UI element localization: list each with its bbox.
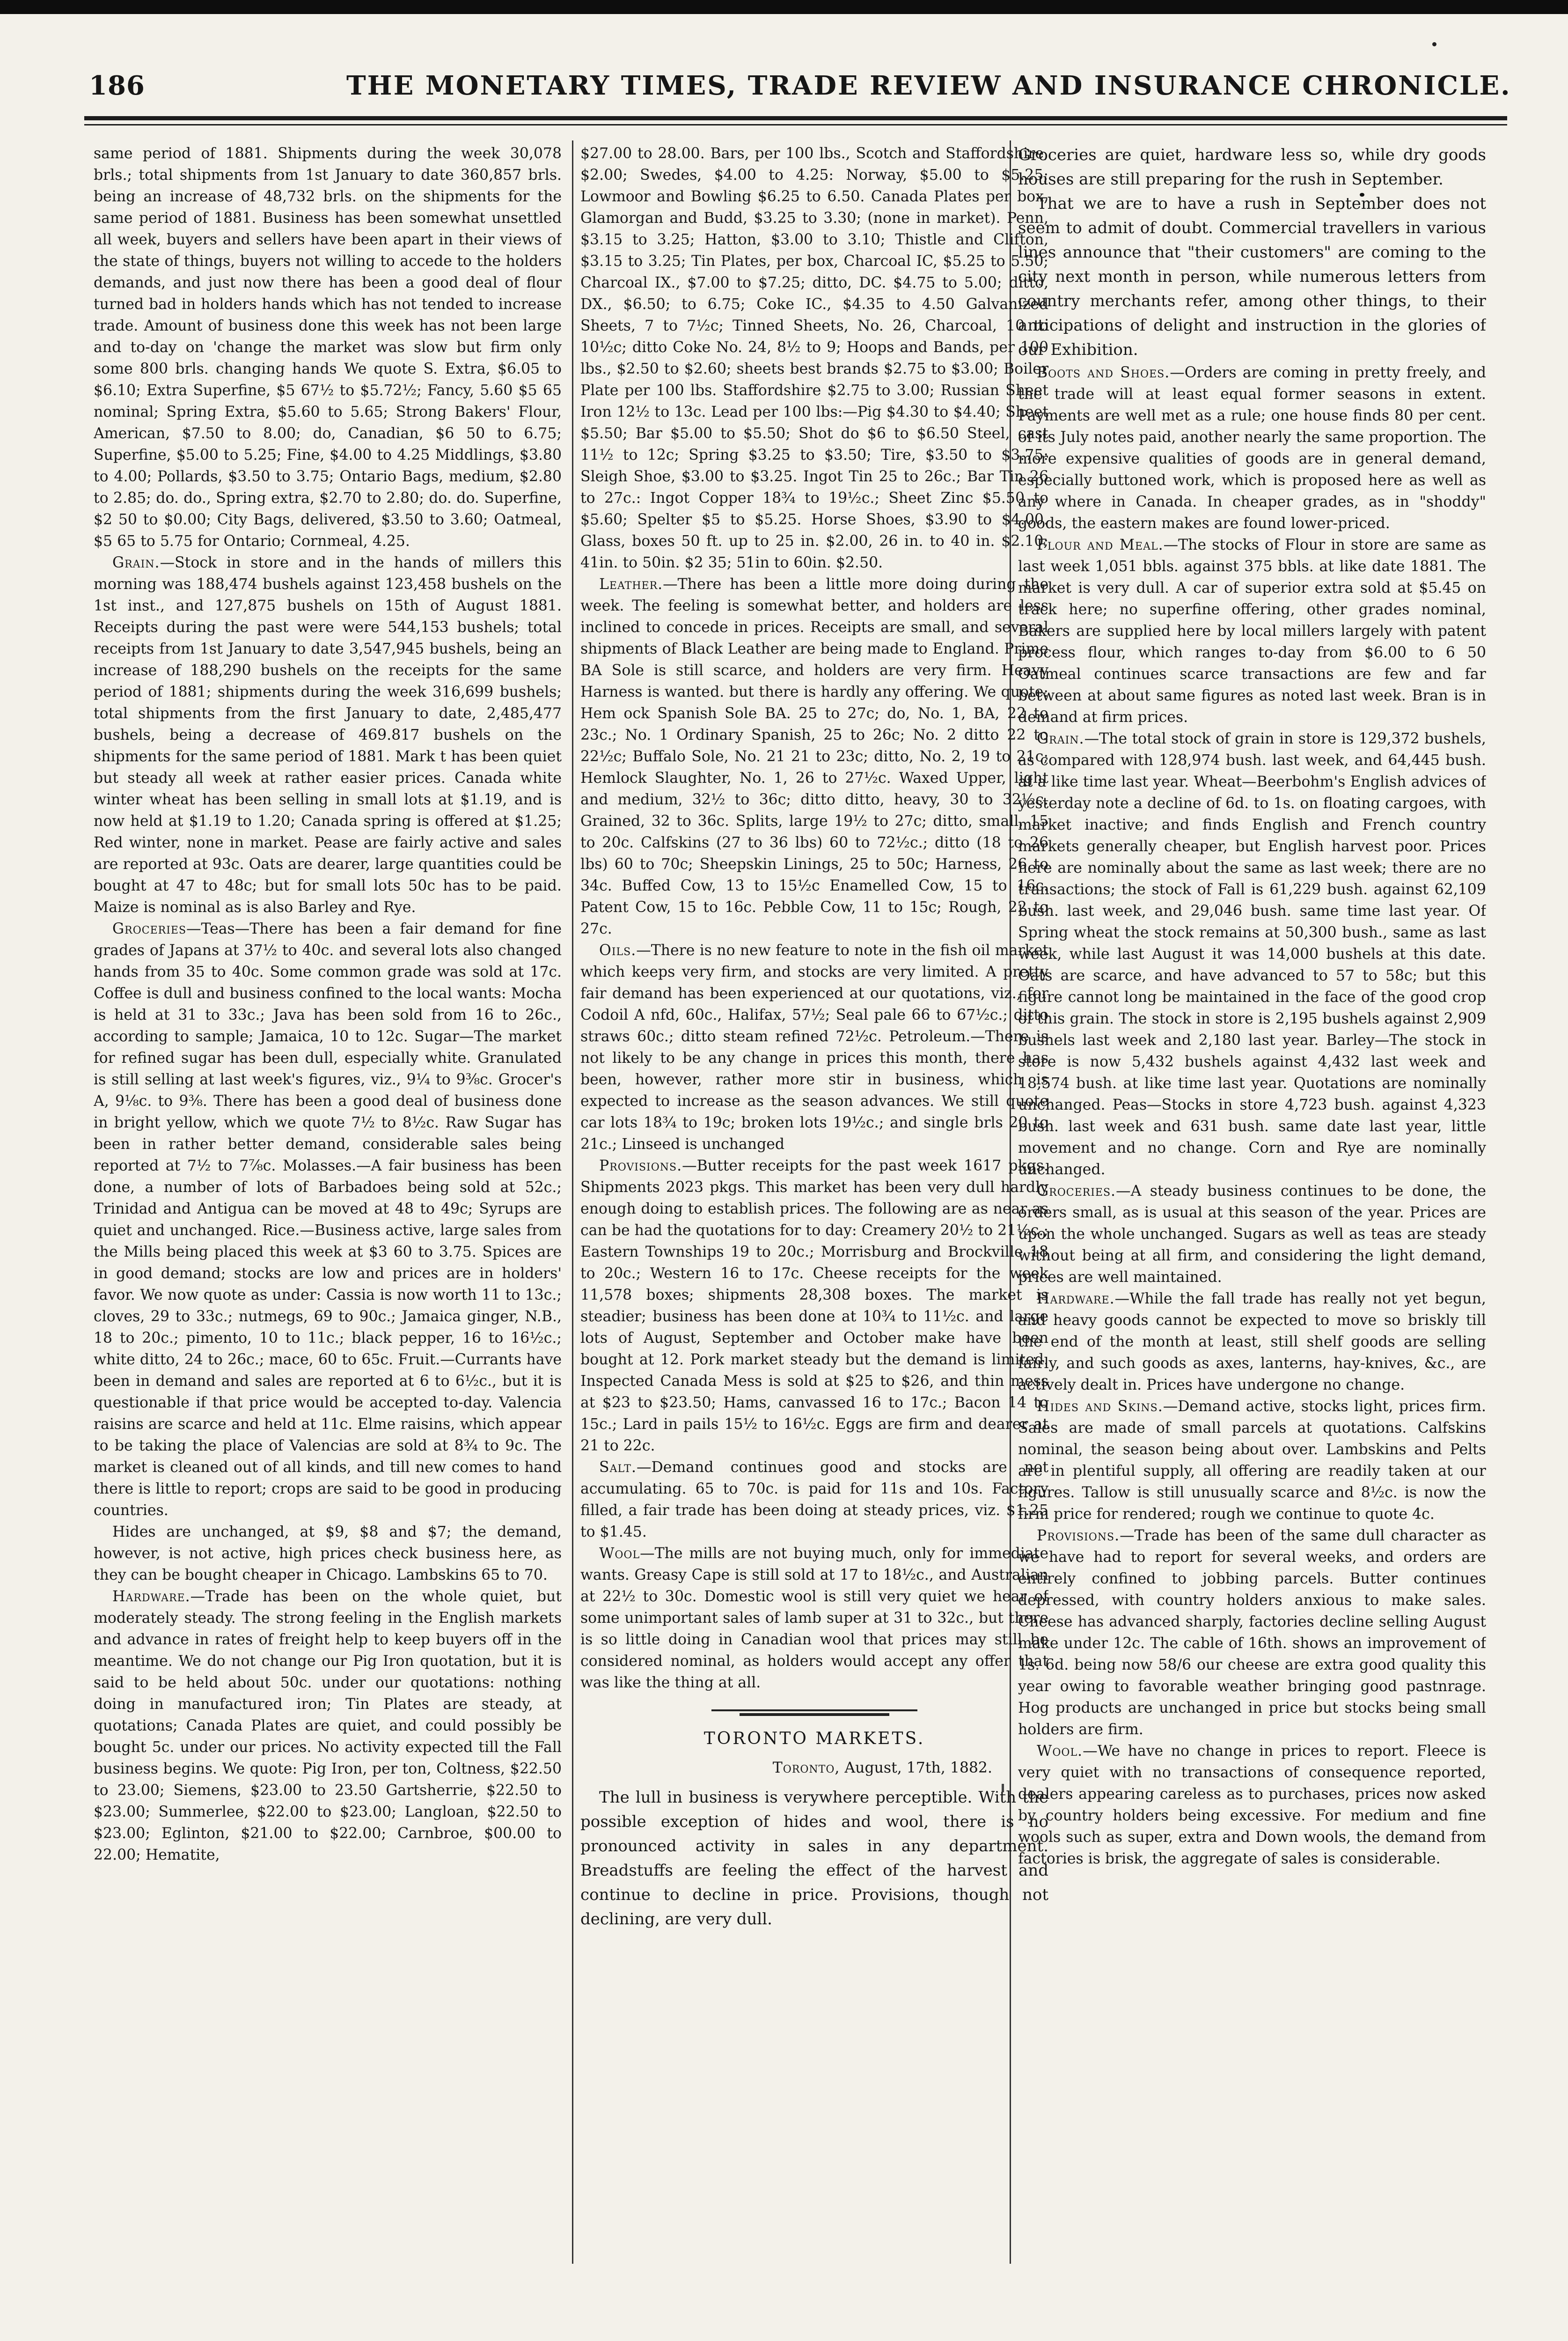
column-2 xyxy=(580,143,1048,2261)
iron-prices-continued: $27.00 to 28.00. Bars, per 100 lbs., Scotch and Staffordshire, $2.00; Swedes, $4.00 to 4.25: Norway, $5.00 to $5.25; Lowmoor and Bowling $6.25 to 6.50. Canada Plates per box, Glamorgan and Budd, $3.25 to 3.30; (none in market). Penn, $3.15 to 3.25; Hatton, $3.00 to 3.10; Thistle and Clifton, $3.15 to 3.25; Tin Plates, per box, Charcoal IC, $5.25 to 5.50; Charcoal IX., $7.00 to $7.25; ditto, DC. $4.75 to 5.00; ditto, DX., $6.50; to 6.75; Coke IC., $4.35 to 4.50 Galvanized Sheets, 7 to 7½c; Tinned Sheets, No. 26, Charcoal, 10 to 10½c; ditto Coke No. 24, 8½ to 9; Hoops and Bands, per 100 lbs., $2.50 to $2.60; sheets best brands $2.75 to $3.00; Boiler Plate per 100 lbs. Staffordshire $2.75 to 3.00; Russian Sheet Iron 12½ to 13c. Lead per 100 lbs:—Pig $4.30 to $4.40; Sheet $5.50; Bar $5.00 to $5.50; Shot do $6 to $6.50 Steel, cast 11½ to 12c; Spring $3.25 to $3.50; Tire, $3.50 to $3.75: Sleigh Shoe, $3.00 to $3.25. Ingot Tin 25 to 26c.; Bar Tin 26 to 27c.: Ingot Copper 18¾ to 19½c.; Sheet Zinc $5.50 to $5.60; Spelter $5 to $5.25. Horse Shoes, $3.90 to $4.00. Glass, boxes 50 ft. up to 25 in. $2.00, 26 in. to 40 in. $2.10; 41in. to 50in. $2 35; 51in to 60in. $2.50. xyxy=(580,145,1048,571)
boots-shoes-paragraph xyxy=(1018,362,1486,534)
column-divider xyxy=(572,140,573,2264)
column-1 xyxy=(94,143,562,2261)
provisions-paragraph xyxy=(580,1155,1048,1457)
dateline-date: August, 17th, 1882. xyxy=(844,1759,992,1776)
hardware-heading: Hardware. xyxy=(1037,1290,1115,1307)
wool-paragraph xyxy=(1018,1740,1486,1870)
groceries-text: —A steady business continues to be done, the orders small, as is usual at this season of the year. Prices are upon the whole unchanged. Sugars as well as teas are steady without being at all firm, and considering the light demand, prices are well maintained. xyxy=(1018,1183,1486,1286)
salt-paragraph xyxy=(580,1457,1048,1543)
provisions-heading: Provisions. xyxy=(599,1157,682,1174)
hardware-text: —While the fall trade has really not yet begun, and heavy goods cannot be expected to move so briskly till the end of the month at least, still shelf goods are selling fairly, and such goods as axes, lanterns, hay-knives, &c., are actively dealt in. Prices have undergone no change. xyxy=(1018,1290,1486,1393)
flour-meal-text: —The stocks of Flour in store are same as last week 1,051 bbls. against 375 bbls. at like date 1881. The market is very dull. A car of superior extra sold at $5.45 on track here; no superfine offering, other grades nominal, Bakers are supplied here by local millers largely with patent process flour, which ranges to-day from $6.00 to 6 50 Oatmeal continues scarce transactions are few and far between at about same figures as noted last week. Bran is in demand at firm prices. xyxy=(1018,537,1486,726)
dateline-place: Toronto, xyxy=(772,1759,840,1776)
hides-paragraph: Hides are unchanged, at $9, $8 and $7; the demand, however, is not active, high prices check business here, as they can be bought cheaper in Chicago. Lambskins 65 to 70. xyxy=(94,1524,562,1583)
hides-skins-heading: Hides and Skins. xyxy=(1037,1398,1163,1415)
hides-skins-text: —Demand active, stocks light, prices firm. Sales are made of small parcels at quotations. Calfskins nominal, the season being about over. Lambskins and Pelts are in plentiful supply, all offering are readily taken at our figures. Tallow is still unusually scarce and 8½c. is now the firm price for rendered; rough we continue to quote 4c. xyxy=(1018,1398,1486,1523)
oils-paragraph xyxy=(580,940,1048,1155)
groceries-paragraph xyxy=(1018,1180,1486,1288)
scan-speck xyxy=(1432,42,1436,46)
hardware-paragraph xyxy=(1018,1288,1486,1396)
grain-paragraph xyxy=(1018,728,1486,1180)
leather-paragraph xyxy=(580,574,1048,940)
oils-heading: Oils. xyxy=(599,942,637,959)
groceries-heading: Groceries. xyxy=(1037,1183,1116,1200)
leather-text: —There has been a little more doing during the week. The feeling is somewhat better, and holders are less inclined to concede in prices. Receipts are small, and several shipments of Black Leather are being made to England. Prime BA Sole is still scarce, and holders are very firm. Heavy Harness is wanted. but there is hardly any offering. We quote: Hem ock Spanish Sole BA. 25 to 27c; do, No. 1, BA, 22 to 23c.; No. 1 Ordinary Spanish, 25 to 26c; No. 2 ditto 22 to 22½c; Buffalo Sole, No. 21 21 to 23c; ditto, No. 2, 19 to 21c; Hemlock Slaughter, No. 1, 26 to 27½c. Waxed Upper, light and medium, 32½ to 36c; ditto ditto, heavy, 30 to 32½c. Grained, 32 to 36c. Splits, large 19½ to 27c; ditto, small, 15 to 20c. Calfskins (27 to 36 lbs) 60 to 72½c.; ditto (18 to 26 lbs) 60 to 70c; Sheepskin Linings, 25 to 50c; Harness, 26 to 34c. Buffed Cow, 13 to 15½c Enamelled Cow, 15 to 16c. Patent Cow, 15 to 16c. Pebble Cow, 11 to 15c; Rough, 22 to 27c. xyxy=(580,576,1048,937)
boots-shoes-text: —Orders are coming in pretty freely, and the trade will at least equal former seasons in extent. Payments are well met as a rule; one house finds 80 per cent. of its July notes paid, another nearly the same proportion. The more expensive qualities of goods are in general demand, especially buttoned work, which is proposed here as well as any where in Canada. In cheaper grades, as in "shoddy" goods, the eastern makes are found lower-priced. xyxy=(1018,364,1486,532)
grain-text: —The total stock of grain in store is 129,372 bushels, as compared with 128,974 bush. last week, and 64,445 bush. at a like time last year. Wheat—Beerbohm's English advices of yesterday note a decline of 6d. to 1s. on floating cargoes, with market inactive; and finds English and French country markets generally cheaper, but English harvest poor. Prices here are nominally about the same as last week; there are no transactions; the stock of Fall is 61,229 bush. against 62,109 bush. last week, and 29,046 bush. same time last year. Of Spring wheat the stock remains at 50,300 bush., same as last week, while last August it was 14,000 bushels at this date. Oats are scarce, and have advanced to 57 to 58c; but this figure cannot long be maintained in the face of the good crop of this grain. The stock in store is 2,195 bushels against 2,909 bushels last week and 2,180 last year. Barley—The stock in store is now 5,432 bushels against 4,432 last week and 18,574 bush. at like time last year. Quotations are nominally unchanged. Peas—Stocks in store 4,723 bush. against 4,323 bush. last week and 631 bush. same date last year, little movement and no change. Corn and Rye are nominally unchanged. xyxy=(1018,730,1486,1178)
hides-skins-paragraph xyxy=(1018,1396,1486,1525)
provisions-text: —Butter receipts for the past week 1617 pkgs. Shipments 2023 pkgs. This market has been very dull hardly enough doing to establish prices. The following are as near as can be had the quotations for to day: Creamery 20½ to 21½c.; Eastern Townships 19 to 20c.; Morrisburg and Brockville 18 to 20c.; Western 16 to 17c. Cheese receipts for the week 11,578 boxes; shipments 28,308 boxes. The market is steadier; business has been done at 10¾ to 11½c. and large lots of August, September and October make have been bought at 12. Pork market steady but the demand is limited. Inspected Canada Mess is sold at $25 to $26, and thin mess at $23 to $23.50; Hams, canvassed 16 to 17c.; Bacon 14 to 15c.; Lard in pails 15½ to 16½c. Eggs are firm and dearer at 21 to 22c. xyxy=(580,1157,1048,1454)
groceries-text: —Teas—There has been a fair demand for fine grades of Japans at 37½ to 40c. and several lots also changed hands from 35 to 40c. Some common grade was sold at 17c. Coffee is dull and business confined to the local wants: Mocha is held at 31 to 33c.; Java has been sold from 16 to 26c., according to sample; Jamaica, 10 to 12c. Sugar—The market for refined sugar has been dull, especially white. Granulated is still selling at last week's figures, viz., 9¼ to 9⅜c. Grocer's A, 9⅛c. to 9⅜. There has been a good deal of business done in bright yellow, which we quote 7½ to 8½c. Raw Sugar has been in rather better demand, considerable sales being reported at 7½ to 7⅞c. Molasses.—A fair business has been done, a number of lots of Barbadoes being sold at 52c.; Trinidad and Antigua can be moved at 48 to 49c; Syrups are quiet and unchanged. Rice.—Business active, large sales from the Mills being placed this week at $3 60 to 3.75. Spices are in good demand; stocks are low and prices are in holders' favor. We now quote as under: Cassia is now worth 11 to 13c.; cloves, 29 to 33c.; nutmegs, 69 to 90c.; Jamaica ginger, N.B., 18 to 20c.; pimento, 10 to 11c.; black pepper, 16 to 16½c.; white ditto, 24 to 26c.; mace, 60 to 65c. Fruit.—Currants have been in demand and sales are reported at 6 to 6½c., but it is questionable if that price would be accepted to-day. Valencia raisins are scarce and held at 11c. Elme raisins, which appear to be taking the place of Valencias are sold at 8¾ to 9c. The market is cleaned out of all kinds, and till new comes to hand there is little to report; crops are said to be good in producing countries. xyxy=(94,920,562,1519)
grain-paragraph xyxy=(94,552,562,918)
grain-heading: Grain. xyxy=(1037,730,1084,747)
toronto-markets-intro: The lull in business is verywhere perceptible. With the possible exception of hides and wool, there is no pronounced activity in sales in any department. Breadstuffs are feeling the effect of the harvest and continue to decline in price. Provisions, though not declining, are very dull. xyxy=(580,1788,1048,1929)
hardware-heading: Hardware. xyxy=(112,1588,191,1605)
column-3 xyxy=(1018,143,1486,2261)
provisions-heading: Provisions. xyxy=(1037,1527,1120,1544)
hardware-paragraph xyxy=(94,1586,562,1866)
page-number: 186 xyxy=(89,70,145,101)
salt-heading: Salt. xyxy=(599,1459,637,1476)
flour-meal-paragraph xyxy=(1018,534,1486,728)
hardware-text: —Trade has been on the whole quiet, but moderately steady. The strong feeling in the English markets and advance in rates of freight help to keep buyers off in the meantime. We do not change our Pig Iron quotation, but it is said to be held about 50c. under our quotations: nothing doing in manufactured iron; Tin Plates are steady, at quotations; Canada Plates are quiet, and could possibly be bought 5c. under our prices. No activity expected till the Fall business begins. We quote: Pig Iron, per ton, Coltness, $22.50 to 23.00; Siemens, $23.00 to 23.50 Gartsherrie, $22.50 to $23.00; Summerlee, $22.00 to $23.00; Langloan, $22.50 to $23.00; Eglinton, $21.00 to $22.00; Carnbroe, $00.00 to 22.00; Hematite, xyxy=(94,1588,562,1863)
salt-text: —Demand continues good and stocks are not accumulating. 65 to 70c. is paid for 11s and 10s. Factory filled, a fair trade has been doing at steady prices, viz. $1.25 to $1.45. xyxy=(580,1459,1048,1540)
wool-text: —We have no change in prices to report. Fleece is very quiet with no transactions of consequence reported, dealers appearing careless as to purchases, prices now asked by country holders being excessive. For medium and fine wools such as super, extra and Down wools, the demand from factories is brisk, the aggregate of sales is considerable. xyxy=(1018,1743,1486,1867)
grain-text: —Stock in store and in the hands of millers this morning was 188,474 bushels against 123,458 bushels on the 1st inst., and 127,875 bushels on 15th of August 1881. Receipts during the past were were 544,153 bushels; total receipts from 1st January to date 3,547,945 bushels, being an increase of 188,290 bushels on the receipts for the same period of 1881; shipments during the week 316,699 bushels; total shipments from the first January to date, 2,485,477 bushels, being a decrease of 469.817 bushels on the shipments for the same period of 1881. Mark t has been quiet but steady all week at rather easier prices. Canada white winter wheat has been selling in small lots at $1.19, and is now held at $1.19 to 1.20; Canada spring is offered at $1.25; Red winter, none in market. Pease are fairly active and sales are reported at 93c. Oats are dearer, large quantities could be bought at 47 to 48c; but for small lots 50c has to be paid. Maize is nominal as is also Barley and Rye. xyxy=(94,554,562,916)
section-divider-ornament xyxy=(711,1709,917,1716)
leather-heading: Leather. xyxy=(599,576,663,593)
groceries-paragraph xyxy=(94,918,562,1521)
section-title: TORONTO MARKETS. xyxy=(703,1729,925,1748)
wool-heading: Wool. xyxy=(1037,1743,1083,1759)
provisions-paragraph xyxy=(1018,1525,1486,1740)
provisions-text: —Trade has been of the same dull character as we have had to report for several weeks, and orders are entirely confined to jobbing parcels. Butter continues depressed, with country holders anxious to make sales. Cheese has advanced sharply, factories decline selling August make under 12c. The cable of 16th. shows an improvement of 1s. 6d. being now 58/6 our cheese are extra good quality this year owing to favorable weather bringing good pastnrage. Hog products are unchanged in price but stocks being small holders are firm. xyxy=(1018,1527,1486,1738)
wool-text: —The mills are not buying much, only for immediate wants. Greasy Cape is still sold at 17 to 18½c., and Australian at 22½ to 30c. Domestic wool is still very quiet we hear of some unimportant sales of lamb super at 31 to 32c., but there is so little doing in Canadian wool that prices may still be considered nominal, as holders would accept any offer that was like the thing at all. xyxy=(580,1545,1048,1691)
toronto-continued: Groceries are quiet, hardware less so, while dry goods houses are still preparing for the rush in September. xyxy=(1018,146,1486,189)
dateline xyxy=(580,1757,1048,1779)
oils-text: —There is no new feature to note in the fish oil market which keeps very firm, and stocks are very limited. A pretty fair demand has been experienced at our quotations, viz., for Codoil A nfd, 60c., Halifax, 57½; Seal pale 66 to 67½c.; ditto straws 60c.; ditto steam refined 72½c. Petroleum.—There is not likely to be any change in prices this month, there has been, however, rather more stir in business, which is expected to increase as the season advances. We still quote car lots 18¾ to 19c; broken lots 19½c.; and single brls 20 to 21c.; Linseed is unchanged xyxy=(580,942,1048,1153)
september-rush-paragraph: That we are to have a rush in September does not seem to admit of doubt. Commercial travellers in various lines announce that "their customers" are coming to the city next month in person, while numerous letters from country merchants refer, among other things, to their anticipations of delight and instruction in the glories of our Exhibition. xyxy=(1018,194,1486,359)
grain-heading: Grain. xyxy=(112,554,160,571)
groceries-heading: Groceries xyxy=(112,920,187,937)
header-rule-thin xyxy=(84,124,1507,125)
header-rule-thick xyxy=(84,116,1507,120)
wool-paragraph xyxy=(580,1543,1048,1693)
scan-top-border xyxy=(0,0,1568,14)
wool-heading: Wool xyxy=(599,1545,640,1562)
boots-shoes-heading: Boots and Shoes. xyxy=(1037,364,1170,381)
flour-report-continued: same period of 1881. Shipments during the week 30,078 brls.; total shipments from 1st January to date 360,857 brls. being an increase of 48,732 brls. on the shipments for the same period of 1881. Business has been somewhat unsettled all week, buyers and sellers have been apart in their views of the state of things, buyers not willing to accede to the holders demands, and just now there has been a good deal of flour turned bad in holders hands which has not tended to increase trade. Amount of business done this week has not been large and to-day on 'change the market was slow but firm only some 800 brls. changing hands We quote S. Extra, $6.05 to $6.10; Extra Superfine, $5 67½ to $5.72½; Fancy, 5.60 $5 65 nominal; Spring Extra, $5.60 to 5.65; Strong Bakers' Flour, American, $7.50 to 8.00; do, Canadian, $6 50 to 6.75; Superfine, $5.00 to 5.25; Fine, $4.00 to 4.25 Middlings, $3.80 to 4.00; Pollards, $3.50 to 3.75; Ontario Bags, medium, $2.80 to 2.85; do. do., Spring extra, $2.70 to 2.80; do. do. Superfine, $2 50 to $0.00; City Bags, delivered, $3.50 to 3.60; Oatmeal, $5 65 to 5.75 for Ontario; Cornmeal, 4.25. xyxy=(94,145,562,550)
running-header-title: THE MONETARY TIMES, TRADE REVIEW AND INSURANCE CHRONICLE. xyxy=(346,70,1511,101)
flour-meal-heading: Flour and Meal. xyxy=(1037,537,1164,553)
